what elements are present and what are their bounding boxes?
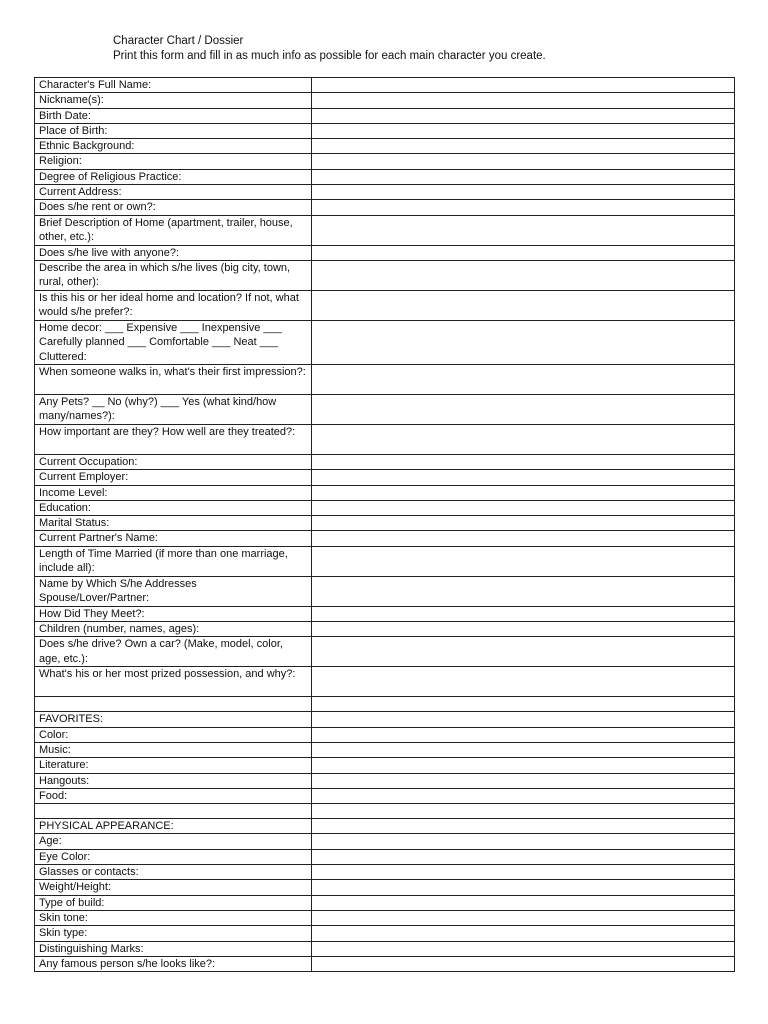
field-label: Current Partner's Name: bbox=[35, 531, 312, 546]
field-value-cell[interactable] bbox=[312, 516, 735, 531]
field-label: Food: bbox=[35, 788, 312, 803]
field-label: Age: bbox=[35, 834, 312, 849]
field-value-cell[interactable] bbox=[312, 531, 735, 546]
field-value-cell[interactable] bbox=[312, 470, 735, 485]
form-row bbox=[35, 394, 735, 424]
field-value-cell[interactable] bbox=[312, 245, 735, 260]
field-value-cell[interactable] bbox=[312, 215, 735, 245]
field-value-cell[interactable] bbox=[312, 424, 735, 454]
form-row bbox=[35, 895, 735, 910]
field-value-cell[interactable] bbox=[312, 123, 735, 138]
form-row bbox=[35, 123, 735, 138]
field-value-cell[interactable] bbox=[312, 727, 735, 742]
form-title: Character Chart / Dossier bbox=[113, 35, 244, 47]
form-row bbox=[35, 788, 735, 803]
form-row bbox=[35, 941, 735, 956]
field-value-cell[interactable] bbox=[312, 394, 735, 424]
form-row bbox=[35, 78, 735, 93]
form-row bbox=[35, 320, 735, 364]
form-row bbox=[35, 485, 735, 500]
field-label: FAVORITES: bbox=[35, 712, 312, 727]
form-row bbox=[35, 849, 735, 864]
form-row bbox=[35, 470, 735, 485]
form-row bbox=[35, 169, 735, 184]
form-row bbox=[35, 546, 735, 576]
form-instructions: Print this form and fill in as much info as possible for each main character you create. bbox=[113, 49, 546, 62]
field-value-cell[interactable] bbox=[312, 941, 735, 956]
field-value-cell[interactable] bbox=[312, 500, 735, 515]
form-body bbox=[35, 78, 735, 972]
field-value-cell[interactable] bbox=[312, 758, 735, 773]
form-row bbox=[35, 139, 735, 154]
field-label: Home decor: ___ Expensive ___ Inexpensive ___ Carefully planned ___ Comfortable ___ Neat ___ Cluttered: bbox=[35, 320, 312, 364]
form-row bbox=[35, 727, 735, 742]
form-row bbox=[35, 93, 735, 108]
field-label: Any famous person s/he looks like?: bbox=[35, 956, 312, 971]
character-dossier-table bbox=[34, 77, 735, 972]
field-label: Nickname(s): bbox=[35, 93, 312, 108]
field-value-cell[interactable] bbox=[312, 742, 735, 757]
field-label: Distinguishing Marks: bbox=[35, 941, 312, 956]
field-label: Eye Color: bbox=[35, 849, 312, 864]
field-value-cell[interactable] bbox=[312, 606, 735, 621]
field-label: Education: bbox=[35, 500, 312, 515]
field-label: Degree of Religious Practice: bbox=[35, 169, 312, 184]
form-row bbox=[35, 500, 735, 515]
form-row bbox=[35, 215, 735, 245]
field-value-cell[interactable] bbox=[312, 78, 735, 93]
form-row bbox=[35, 245, 735, 260]
form-row bbox=[35, 424, 735, 454]
form-row bbox=[35, 667, 735, 697]
field-label: Hangouts: bbox=[35, 773, 312, 788]
form-row bbox=[35, 637, 735, 667]
field-label: When someone walks in, what's their first impression?: bbox=[35, 364, 312, 394]
field-label: Current Employer: bbox=[35, 470, 312, 485]
form-row bbox=[35, 516, 735, 531]
field-value-cell[interactable] bbox=[312, 169, 735, 184]
field-label bbox=[35, 697, 312, 712]
form-row bbox=[35, 576, 735, 606]
field-value-cell[interactable] bbox=[312, 956, 735, 971]
form-row bbox=[35, 200, 735, 215]
field-label: Does s/he rent or own?: bbox=[35, 200, 312, 215]
field-label: Ethnic Background: bbox=[35, 139, 312, 154]
field-label: Current Address: bbox=[35, 185, 312, 200]
form-row bbox=[35, 108, 735, 123]
field-label: Religion: bbox=[35, 154, 312, 169]
field-label: Skin type: bbox=[35, 926, 312, 941]
field-value-cell[interactable] bbox=[312, 154, 735, 169]
field-label: Character's Full Name: bbox=[35, 78, 312, 93]
form-row bbox=[35, 819, 735, 834]
field-label: Literature: bbox=[35, 758, 312, 773]
field-label: Marital Status: bbox=[35, 516, 312, 531]
field-label: How Did They Meet?: bbox=[35, 606, 312, 621]
field-label: Children (number, names, ages): bbox=[35, 622, 312, 637]
form-row bbox=[35, 865, 735, 880]
field-label: Does s/he drive? Own a car? (Make, model, color, age, etc.): bbox=[35, 637, 312, 667]
field-value-cell[interactable] bbox=[312, 697, 735, 712]
field-label: Type of build: bbox=[35, 895, 312, 910]
form-row bbox=[35, 956, 735, 971]
field-label: Is this his or her ideal home and location? If not, what would s/he prefer?: bbox=[35, 290, 312, 320]
field-value-cell[interactable] bbox=[312, 546, 735, 576]
field-value-cell[interactable] bbox=[312, 910, 735, 925]
form-row bbox=[35, 364, 735, 394]
field-value-cell[interactable] bbox=[312, 804, 735, 819]
form-row bbox=[35, 758, 735, 773]
field-value-cell[interactable] bbox=[312, 667, 735, 697]
field-label: What's his or her most prized possession, and why?: bbox=[35, 667, 312, 697]
field-label: Skin tone: bbox=[35, 910, 312, 925]
form-row bbox=[35, 742, 735, 757]
form-row bbox=[35, 454, 735, 469]
form-row bbox=[35, 531, 735, 546]
field-label bbox=[35, 804, 312, 819]
field-label: Current Occupation: bbox=[35, 454, 312, 469]
form-row bbox=[35, 834, 735, 849]
field-value-cell[interactable] bbox=[312, 485, 735, 500]
form-row bbox=[35, 185, 735, 200]
field-value-cell[interactable] bbox=[312, 108, 735, 123]
field-value-cell[interactable] bbox=[312, 454, 735, 469]
field-value-cell[interactable] bbox=[312, 849, 735, 864]
field-value-cell[interactable] bbox=[312, 865, 735, 880]
field-label: Length of Time Married (if more than one marriage, include all): bbox=[35, 546, 312, 576]
form-row bbox=[35, 697, 735, 712]
field-label: Name by Which S/he Addresses Spouse/Lover/Partner: bbox=[35, 576, 312, 606]
field-value-cell[interactable] bbox=[312, 819, 735, 834]
form-row bbox=[35, 804, 735, 819]
field-value-cell[interactable] bbox=[312, 788, 735, 803]
form-row bbox=[35, 712, 735, 727]
field-value-cell[interactable] bbox=[312, 926, 735, 941]
field-value-cell[interactable] bbox=[312, 320, 735, 364]
form-header bbox=[113, 34, 546, 63]
field-label: Any Pets? __ No (why?) ___ Yes (what kind/how many/names?): bbox=[35, 394, 312, 424]
field-label: PHYSICAL APPEARANCE: bbox=[35, 819, 312, 834]
field-value-cell[interactable] bbox=[312, 880, 735, 895]
form-row bbox=[35, 926, 735, 941]
field-label: Income Level: bbox=[35, 485, 312, 500]
field-value-cell[interactable] bbox=[312, 185, 735, 200]
field-value-cell[interactable] bbox=[312, 576, 735, 606]
field-label: Describe the area in which s/he lives (big city, town, rural, other): bbox=[35, 260, 312, 290]
field-value-cell[interactable] bbox=[312, 622, 735, 637]
field-label: Weight/Height: bbox=[35, 880, 312, 895]
field-label: Color: bbox=[35, 727, 312, 742]
field-value-cell[interactable] bbox=[312, 712, 735, 727]
field-label: Birth Date: bbox=[35, 108, 312, 123]
form-row bbox=[35, 260, 735, 290]
field-value-cell[interactable] bbox=[312, 93, 735, 108]
field-value-cell[interactable] bbox=[312, 200, 735, 215]
field-label: Glasses or contacts: bbox=[35, 865, 312, 880]
field-label: Music: bbox=[35, 742, 312, 757]
form-row bbox=[35, 880, 735, 895]
field-value-cell[interactable] bbox=[312, 895, 735, 910]
field-value-cell[interactable] bbox=[312, 834, 735, 849]
field-value-cell[interactable] bbox=[312, 364, 735, 394]
field-label: Does s/he live with anyone?: bbox=[35, 245, 312, 260]
field-value-cell[interactable] bbox=[312, 290, 735, 320]
field-value-cell[interactable] bbox=[312, 773, 735, 788]
field-value-cell[interactable] bbox=[312, 260, 735, 290]
form-row bbox=[35, 622, 735, 637]
field-value-cell[interactable] bbox=[312, 139, 735, 154]
form-row bbox=[35, 910, 735, 925]
field-value-cell[interactable] bbox=[312, 637, 735, 667]
field-label: How important are they? How well are they treated?: bbox=[35, 424, 312, 454]
form-row bbox=[35, 290, 735, 320]
field-label: Place of Birth: bbox=[35, 123, 312, 138]
field-label: Brief Description of Home (apartment, trailer, house, other, etc.): bbox=[35, 215, 312, 245]
form-row bbox=[35, 606, 735, 621]
form-row bbox=[35, 773, 735, 788]
form-row bbox=[35, 154, 735, 169]
